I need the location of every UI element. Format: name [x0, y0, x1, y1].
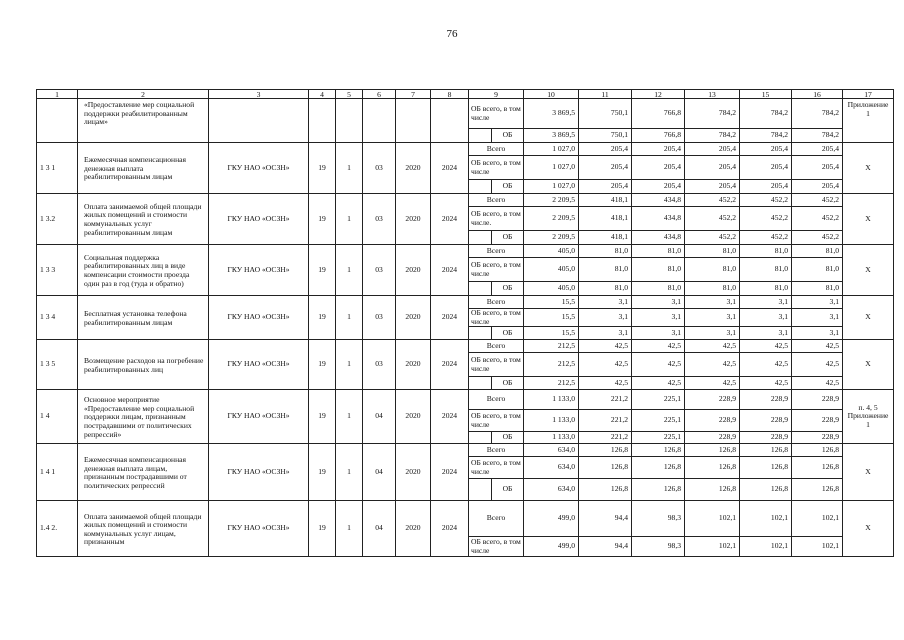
measure-name: Ежемесячная компенсационная денежная выплата лицам, признанным пострадавшими от политических репрессий — [78, 444, 209, 501]
blank-cell — [469, 432, 492, 444]
value-cell: 452,2 — [792, 231, 843, 245]
funding-category: ОБ — [492, 231, 524, 245]
row-number: 1 3.2 — [37, 194, 78, 245]
value-cell: 452,2 — [740, 194, 792, 207]
funding-category: ОБ — [492, 282, 524, 296]
code-cell: 1 — [336, 143, 363, 194]
table-row — [37, 444, 894, 457]
value-cell: 126,8 — [632, 457, 685, 479]
value-cell: 3,1 — [792, 327, 843, 340]
header-cell: 9 — [469, 90, 524, 99]
header-cell: 8 — [431, 90, 469, 99]
blank-cell — [469, 231, 492, 245]
code-cell: 19 — [309, 340, 336, 390]
value-cell: 405,0 — [524, 258, 579, 282]
measure-name: Ежемесячная компенсационная денежная выплата реабилитированным лицам — [78, 143, 209, 194]
value-cell: 3,1 — [632, 309, 685, 327]
value-cell: 3,1 — [740, 309, 792, 327]
year-start: 2020 — [396, 245, 431, 296]
blank-cell — [469, 282, 492, 296]
value-cell: 126,8 — [632, 479, 685, 501]
measure-name: Оплата занимаемой общей площади жилых помещений и стоимости коммунальных услуг лицам, признанным — [78, 501, 209, 557]
value-cell: 434,8 — [632, 231, 685, 245]
row-number: 1.4 2. — [37, 501, 78, 557]
header-cell: 16 — [792, 90, 843, 99]
header-cell: 4 — [309, 90, 336, 99]
header-cell: 10 — [524, 90, 579, 99]
row-number — [37, 99, 78, 143]
code-cell: 1 — [336, 390, 363, 444]
code-cell: 1 — [336, 296, 363, 340]
code-cell: 04 — [363, 390, 396, 444]
note-cell: Приложение 1 — [843, 99, 894, 143]
code-cell: 1 — [336, 340, 363, 390]
value-cell: 418,1 — [579, 207, 632, 231]
value-cell: 94,4 — [579, 537, 632, 557]
value-cell: 42,5 — [740, 340, 792, 353]
table-row — [37, 296, 894, 309]
row-number: 1 4 — [37, 390, 78, 444]
code-cell: 19 — [309, 194, 336, 245]
header-cell: 7 — [396, 90, 431, 99]
value-cell: 81,0 — [579, 258, 632, 282]
value-cell: 228,9 — [685, 410, 740, 432]
value-cell: 81,0 — [792, 282, 843, 296]
value-cell: 81,0 — [792, 245, 843, 258]
measure-name: Социальная поддержка реабилитированных лиц в виде компенсации стоимости проезда один раз в год (туда и обратно) — [78, 245, 209, 296]
value-cell: 228,9 — [740, 410, 792, 432]
code-cell: 03 — [363, 245, 396, 296]
executor: ГКУ НАО «ОСЗН» — [209, 296, 309, 340]
row-number: 1 3 5 — [37, 340, 78, 390]
value-cell: 42,5 — [792, 377, 843, 390]
row-number: 1 4 1 — [37, 444, 78, 501]
value-cell: 3 869,5 — [524, 99, 579, 129]
funding-category: ОБ всего, в том числе — [469, 537, 524, 557]
funding-category: Всего — [469, 245, 524, 258]
funding-category: Всего — [469, 501, 524, 537]
value-cell: 98,3 — [632, 537, 685, 557]
value-cell: 205,4 — [740, 156, 792, 180]
year-start: 2020 — [396, 340, 431, 390]
value-cell: 221,2 — [579, 390, 632, 410]
value-cell: 452,2 — [685, 194, 740, 207]
funding-category: ОБ всего, в том числе — [469, 457, 524, 479]
value-cell: 42,5 — [740, 353, 792, 377]
value-cell: 126,8 — [632, 444, 685, 457]
value-cell: 452,2 — [792, 207, 843, 231]
value-cell: 3,1 — [740, 296, 792, 309]
value-cell: 42,5 — [685, 340, 740, 353]
code-cell: 04 — [363, 501, 396, 557]
header-cell: 13 — [685, 90, 740, 99]
code-cell: 19 — [309, 143, 336, 194]
note-cell: Х — [843, 501, 894, 557]
value-cell: 452,2 — [792, 194, 843, 207]
blank-cell — [469, 377, 492, 390]
value-cell: 3,1 — [685, 296, 740, 309]
value-cell: 2 209,5 — [524, 194, 579, 207]
value-cell: 205,4 — [740, 180, 792, 194]
funding-category: ОБ — [492, 180, 524, 194]
code-cell: 19 — [309, 296, 336, 340]
note-cell: Х — [843, 194, 894, 245]
row-number: 1 3 1 — [37, 143, 78, 194]
table-row — [37, 143, 894, 156]
value-cell: 126,8 — [579, 444, 632, 457]
value-cell: 205,4 — [740, 143, 792, 156]
executor — [209, 99, 309, 143]
value-cell: 126,8 — [792, 457, 843, 479]
value-cell: 126,8 — [792, 479, 843, 501]
value-cell: 81,0 — [740, 282, 792, 296]
executor: ГКУ НАО «ОСЗН» — [209, 390, 309, 444]
funding-category: ОБ — [492, 129, 524, 143]
value-cell: 228,9 — [740, 432, 792, 444]
value-cell: 15,5 — [524, 309, 579, 327]
executor: ГКУ НАО «ОСЗН» — [209, 340, 309, 390]
value-cell: 205,4 — [685, 156, 740, 180]
value-cell: 784,2 — [740, 129, 792, 143]
value-cell: 1 133,0 — [524, 390, 579, 410]
value-cell: 3,1 — [685, 327, 740, 340]
funding-category: ОБ — [492, 479, 524, 501]
measure-name: Возмещение расходов на погребение реабилитированных лиц — [78, 340, 209, 390]
blank-cell — [469, 327, 492, 340]
value-cell: 634,0 — [524, 457, 579, 479]
note-cell: Х — [843, 296, 894, 340]
value-cell: 212,5 — [524, 340, 579, 353]
value-cell: 225,1 — [632, 390, 685, 410]
year-start — [396, 99, 431, 143]
value-cell: 94,4 — [579, 501, 632, 537]
table-row — [37, 99, 894, 129]
code-cell — [336, 99, 363, 143]
value-cell: 3,1 — [579, 296, 632, 309]
funding-category: Всего — [469, 390, 524, 410]
value-cell: 2 209,5 — [524, 231, 579, 245]
value-cell: 42,5 — [632, 377, 685, 390]
value-cell: 81,0 — [579, 245, 632, 258]
value-cell: 1 133,0 — [524, 432, 579, 444]
value-cell: 434,8 — [632, 194, 685, 207]
blank-cell — [469, 180, 492, 194]
value-cell: 205,4 — [632, 180, 685, 194]
value-cell: 418,1 — [579, 231, 632, 245]
funding-category: Всего — [469, 296, 524, 309]
value-cell: 3,1 — [579, 309, 632, 327]
value-cell: 15,5 — [524, 327, 579, 340]
funding-category: ОБ — [492, 377, 524, 390]
value-cell: 452,2 — [685, 231, 740, 245]
value-cell: 212,5 — [524, 377, 579, 390]
value-cell: 81,0 — [632, 282, 685, 296]
value-cell: 42,5 — [579, 353, 632, 377]
year-end: 2024 — [431, 444, 469, 501]
year-start: 2020 — [396, 390, 431, 444]
value-cell: 205,4 — [579, 180, 632, 194]
value-cell: 784,2 — [792, 99, 843, 129]
value-cell: 228,9 — [792, 432, 843, 444]
table-row — [37, 245, 894, 258]
executor: ГКУ НАО «ОСЗН» — [209, 245, 309, 296]
value-cell: 3,1 — [579, 327, 632, 340]
value-cell: 42,5 — [632, 353, 685, 377]
value-cell: 452,2 — [740, 231, 792, 245]
executor: ГКУ НАО «ОСЗН» — [209, 444, 309, 501]
measure-name: Оплата занимаемой общей площади жилых помещений и стоимости коммунальных услуг реабилитированным лицам — [78, 194, 209, 245]
funding-category: ОБ всего, в том числе — [469, 353, 524, 377]
value-cell: 205,4 — [792, 156, 843, 180]
value-cell: 205,4 — [792, 180, 843, 194]
value-cell: 126,8 — [740, 479, 792, 501]
value-cell: 81,0 — [632, 258, 685, 282]
year-end: 2024 — [431, 245, 469, 296]
value-cell: 102,1 — [740, 501, 792, 537]
funding-category: Всего — [469, 143, 524, 156]
value-cell: 228,9 — [792, 410, 843, 432]
value-cell: 499,0 — [524, 537, 579, 557]
measure-name: «Предоставление мер социальной поддержки реабилитированным лицам» — [78, 99, 209, 143]
value-cell: 452,2 — [740, 207, 792, 231]
year-end: 2024 — [431, 390, 469, 444]
budget-table — [36, 89, 894, 557]
header-cell: 6 — [363, 90, 396, 99]
value-cell: 126,8 — [685, 444, 740, 457]
value-cell: 205,4 — [632, 156, 685, 180]
funding-category: ОБ всего, в том числе — [469, 410, 524, 432]
executor: ГКУ НАО «ОСЗН» — [209, 501, 309, 557]
row-number: 1 3 4 — [37, 296, 78, 340]
value-cell: 81,0 — [579, 282, 632, 296]
value-cell: 81,0 — [685, 245, 740, 258]
value-cell: 42,5 — [792, 340, 843, 353]
code-cell: 03 — [363, 194, 396, 245]
value-cell: 1 133,0 — [524, 410, 579, 432]
value-cell: 205,4 — [579, 143, 632, 156]
value-cell: 102,1 — [792, 537, 843, 557]
note-cell: Х — [843, 340, 894, 390]
value-cell: 405,0 — [524, 245, 579, 258]
value-cell: 126,8 — [579, 479, 632, 501]
value-cell: 102,1 — [792, 501, 843, 537]
code-cell: 03 — [363, 143, 396, 194]
value-cell: 784,2 — [685, 129, 740, 143]
value-cell: 81,0 — [685, 282, 740, 296]
header-cell: 1 — [37, 90, 78, 99]
value-cell: 499,0 — [524, 501, 579, 537]
value-cell: 3,1 — [740, 327, 792, 340]
code-cell: 03 — [363, 296, 396, 340]
note-cell: Х — [843, 444, 894, 501]
funding-category: ОБ всего, в том числе — [469, 309, 524, 327]
value-cell: 766,8 — [632, 129, 685, 143]
value-cell: 212,5 — [524, 353, 579, 377]
measure-name: Бесплатная установка телефона реабилитированным лицам — [78, 296, 209, 340]
value-cell: 102,1 — [685, 537, 740, 557]
value-cell: 3,1 — [632, 296, 685, 309]
code-cell: 19 — [309, 245, 336, 296]
code-cell: 03 — [363, 340, 396, 390]
value-cell: 3,1 — [792, 296, 843, 309]
funding-category: Всего — [469, 444, 524, 457]
value-cell: 766,8 — [632, 99, 685, 129]
value-cell: 98,3 — [632, 501, 685, 537]
value-cell: 1 027,0 — [524, 156, 579, 180]
value-cell: 3,1 — [632, 327, 685, 340]
funding-category: ОБ всего, в том числе — [469, 99, 524, 129]
table-row — [37, 501, 894, 537]
row-number: 1 3 3 — [37, 245, 78, 296]
value-cell: 228,9 — [685, 390, 740, 410]
value-cell: 42,5 — [792, 353, 843, 377]
year-end: 2024 — [431, 340, 469, 390]
value-cell: 102,1 — [740, 537, 792, 557]
value-cell: 42,5 — [632, 340, 685, 353]
note-cell: Х — [843, 245, 894, 296]
header-cell: 2 — [78, 90, 209, 99]
code-cell — [309, 99, 336, 143]
value-cell: 225,1 — [632, 432, 685, 444]
value-cell: 225,1 — [632, 410, 685, 432]
value-cell: 126,8 — [579, 457, 632, 479]
year-start: 2020 — [396, 194, 431, 245]
code-cell: 19 — [309, 501, 336, 557]
value-cell: 205,4 — [579, 156, 632, 180]
value-cell: 205,4 — [632, 143, 685, 156]
header-row — [37, 90, 894, 99]
value-cell: 42,5 — [579, 340, 632, 353]
code-cell: 1 — [336, 444, 363, 501]
value-cell: 205,4 — [792, 143, 843, 156]
value-cell: 15,5 — [524, 296, 579, 309]
value-cell: 102,1 — [685, 501, 740, 537]
value-cell: 81,0 — [740, 258, 792, 282]
value-cell: 634,0 — [524, 479, 579, 501]
value-cell: 126,8 — [685, 479, 740, 501]
year-end — [431, 99, 469, 143]
value-cell: 750,1 — [579, 99, 632, 129]
value-cell: 3,1 — [792, 309, 843, 327]
measure-name: Основное мероприятие «Предоставление мер социальной поддержки лицам, признанным пострадавшими от политических репрессий» — [78, 390, 209, 444]
header-cell: 15 — [740, 90, 792, 99]
executor: ГКУ НАО «ОСЗН» — [209, 143, 309, 194]
funding-category: Всего — [469, 194, 524, 207]
value-cell: 784,2 — [740, 99, 792, 129]
code-cell: 1 — [336, 194, 363, 245]
value-cell: 126,8 — [685, 457, 740, 479]
value-cell: 3,1 — [685, 309, 740, 327]
value-cell: 784,2 — [685, 99, 740, 129]
header-cell: 5 — [336, 90, 363, 99]
table-row — [37, 340, 894, 353]
executor: ГКУ НАО «ОСЗН» — [209, 194, 309, 245]
value-cell: 221,2 — [579, 432, 632, 444]
value-cell: 228,9 — [740, 390, 792, 410]
value-cell: 81,0 — [740, 245, 792, 258]
table-row — [37, 194, 894, 207]
blank-cell — [469, 129, 492, 143]
header-cell: 17 — [843, 90, 894, 99]
year-start: 2020 — [396, 444, 431, 501]
year-start: 2020 — [396, 296, 431, 340]
value-cell: 1 027,0 — [524, 180, 579, 194]
note-cell: п. 4, 5 Приложение 1 — [843, 390, 894, 444]
value-cell: 2 209,5 — [524, 207, 579, 231]
value-cell: 81,0 — [632, 245, 685, 258]
value-cell: 126,8 — [740, 444, 792, 457]
blank-cell — [469, 479, 492, 501]
value-cell: 784,2 — [792, 129, 843, 143]
value-cell: 452,2 — [685, 207, 740, 231]
value-cell: 81,0 — [685, 258, 740, 282]
value-cell: 42,5 — [685, 377, 740, 390]
table-row — [37, 390, 894, 410]
header-cell: 12 — [632, 90, 685, 99]
value-cell: 42,5 — [579, 377, 632, 390]
value-cell: 228,9 — [685, 432, 740, 444]
code-cell: 19 — [309, 444, 336, 501]
header-cell: 3 — [209, 90, 309, 99]
value-cell: 3 869,5 — [524, 129, 579, 143]
header-cell: 11 — [579, 90, 632, 99]
funding-category: ОБ — [492, 327, 524, 340]
value-cell: 634,0 — [524, 444, 579, 457]
year-end: 2024 — [431, 501, 469, 557]
value-cell: 126,8 — [740, 457, 792, 479]
value-cell: 205,4 — [685, 143, 740, 156]
code-cell: 19 — [309, 390, 336, 444]
note-cell: Х — [843, 143, 894, 194]
funding-category: ОБ всего, в том числе. — [469, 207, 524, 231]
year-end: 2024 — [431, 194, 469, 245]
value-cell: 42,5 — [685, 353, 740, 377]
year-start: 2020 — [396, 501, 431, 557]
value-cell: 205,4 — [685, 180, 740, 194]
value-cell: 126,8 — [792, 444, 843, 457]
value-cell: 405,0 — [524, 282, 579, 296]
code-cell: 04 — [363, 444, 396, 501]
funding-category: ОБ всего, в том числе — [469, 156, 524, 180]
funding-category: ОБ — [492, 432, 524, 444]
value-cell: 1 027,0 — [524, 143, 579, 156]
year-end: 2024 — [431, 143, 469, 194]
code-cell — [363, 99, 396, 143]
funding-category: ОБ всего, в том числе — [469, 258, 524, 282]
value-cell: 221,2 — [579, 410, 632, 432]
code-cell: 1 — [336, 501, 363, 557]
value-cell: 81,0 — [792, 258, 843, 282]
value-cell: 750,1 — [579, 129, 632, 143]
page-number: 76 — [446, 28, 458, 40]
value-cell: 434,8 — [632, 207, 685, 231]
value-cell: 228,9 — [792, 390, 843, 410]
year-start: 2020 — [396, 143, 431, 194]
value-cell: 42,5 — [740, 377, 792, 390]
funding-category: Всего — [469, 340, 524, 353]
value-cell: 418,1 — [579, 194, 632, 207]
code-cell: 1 — [336, 245, 363, 296]
year-end: 2024 — [431, 296, 469, 340]
